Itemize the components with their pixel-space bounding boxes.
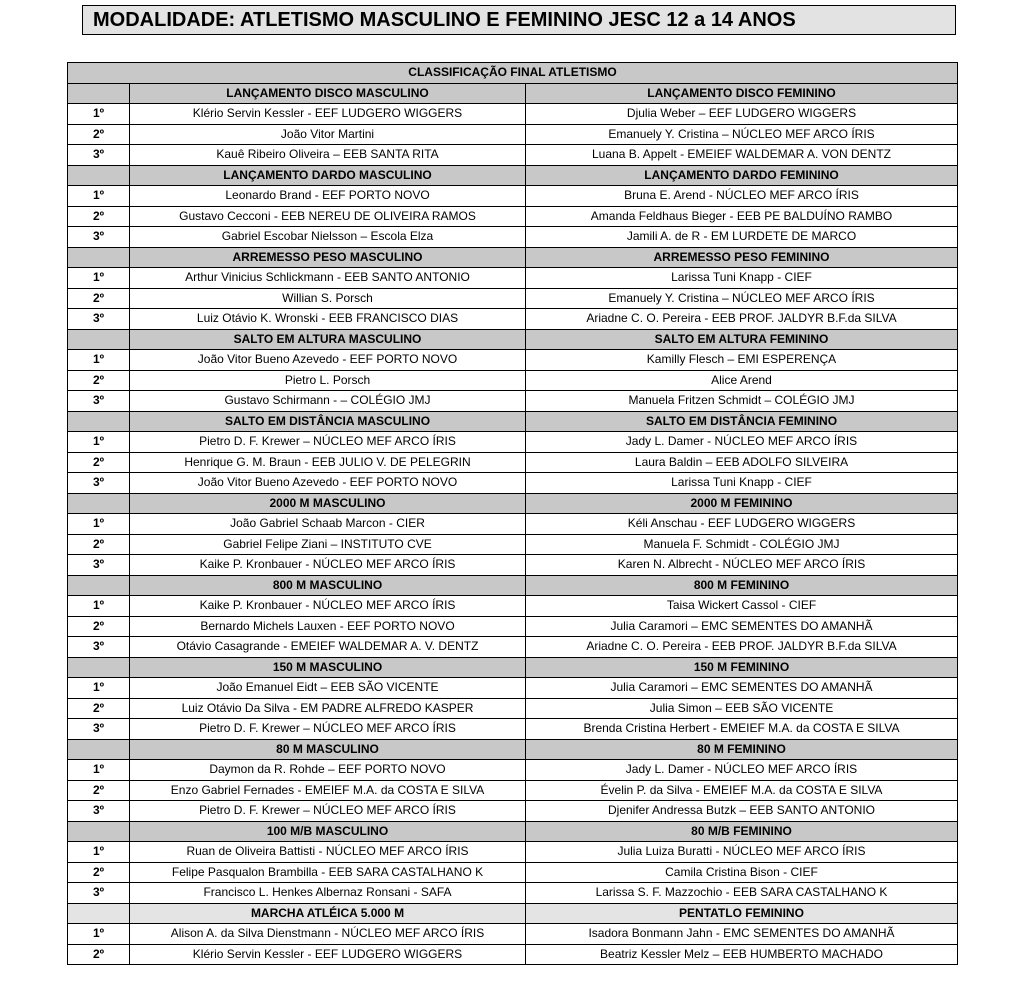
female-athlete-cell: Larissa Tuni Knapp - CIEF <box>526 268 958 289</box>
male-event-title: 150 M MASCULINO <box>130 657 526 678</box>
table-row <box>68 780 958 801</box>
female-event-title: 80 M FEMININO <box>526 739 958 760</box>
male-event-title: 80 M MASCULINO <box>130 739 526 760</box>
female-athlete-cell: Évelin P. da Silva - EMEIEF M.A. da COSTA E SILVA <box>526 780 958 801</box>
table-header-row <box>68 63 958 84</box>
event-header-row <box>68 329 958 350</box>
male-athlete-cell: Gustavo Cecconi - EEB NEREU DE OLIVEIRA RAMOS <box>130 206 526 227</box>
table-row <box>68 452 958 473</box>
placement-cell: 1º <box>68 842 130 863</box>
female-event-title: SALTO EM ALTURA FEMININO <box>526 329 958 350</box>
placement-cell: 1º <box>68 350 130 371</box>
event-header-row <box>68 493 958 514</box>
event-place-blank <box>68 657 130 678</box>
male-athlete-cell: João Vitor Bueno Azevedo - EEF PORTO NOVO <box>130 473 526 494</box>
male-athlete-cell: Willian S. Porsch <box>130 288 526 309</box>
placement-cell: 1º <box>68 432 130 453</box>
table-row <box>68 473 958 494</box>
placement-cell: 2º <box>68 616 130 637</box>
placement-cell: 3º <box>68 309 130 330</box>
placement-cell: 2º <box>68 452 130 473</box>
event-place-blank <box>68 411 130 432</box>
event-place-blank <box>68 165 130 186</box>
event-place-blank <box>68 247 130 268</box>
male-athlete-cell: Klério Servin Kessler - EEF LUDGERO WIGGERS <box>130 104 526 125</box>
male-athlete-cell: Kaike P. Kronbauer - NÚCLEO MEF ARCO ÍRIS <box>130 555 526 576</box>
placement-cell: 3º <box>68 555 130 576</box>
female-athlete-cell: Amanda Feldhaus Bieger - EEB PE BALDUÍNO RAMBO <box>526 206 958 227</box>
male-athlete-cell: Enzo Gabriel Fernades - EMEIEF M.A. da COSTA E SILVA <box>130 780 526 801</box>
female-athlete-cell: Djulia Weber – EEF LUDGERO WIGGERS <box>526 104 958 125</box>
placement-cell: 2º <box>68 698 130 719</box>
male-athlete-cell: Gustavo Schirmann - – COLÉGIO JMJ <box>130 391 526 412</box>
placement-cell: 3º <box>68 145 130 166</box>
female-athlete-cell: Laura Baldin – EEB ADOLFO SILVEIRA <box>526 452 958 473</box>
placement-cell: 2º <box>68 944 130 965</box>
male-athlete-cell: Alison A. da Silva Dienstmann - NÚCLEO MEF ARCO ÍRIS <box>130 924 526 945</box>
table-row <box>68 104 958 125</box>
table-row <box>68 924 958 945</box>
table-row <box>68 698 958 719</box>
female-athlete-cell: Alice Arend <box>526 370 958 391</box>
female-athlete-cell: Emanuely Y. Cristina – NÚCLEO MEF ARCO ÍRIS <box>526 124 958 145</box>
table-row <box>68 862 958 883</box>
male-athlete-cell: Francisco L. Henkes Albernaz Ronsani - SAFA <box>130 883 526 904</box>
event-place-blank <box>68 83 130 104</box>
event-place-blank <box>68 739 130 760</box>
event-header-row <box>68 739 958 760</box>
event-header-row <box>68 821 958 842</box>
female-athlete-cell: Manuela F. Schmidt - COLÉGIO JMJ <box>526 534 958 555</box>
female-athlete-cell: Djenifer Andressa Butzk – EEB SANTO ANTONIO <box>526 801 958 822</box>
table-row <box>68 514 958 535</box>
female-event-title: ARREMESSO PESO FEMININO <box>526 247 958 268</box>
male-athlete-cell: Gabriel Escobar Nielsson – Escola Elza <box>130 227 526 248</box>
results-table <box>67 62 958 965</box>
event-header-row <box>68 83 958 104</box>
placement-cell: 1º <box>68 268 130 289</box>
male-athlete-cell: Luiz Otávio K. Wronski - EEB FRANCISCO DIAS <box>130 309 526 330</box>
male-event-title: LANÇAMENTO DARDO MASCULINO <box>130 165 526 186</box>
table-row <box>68 186 958 207</box>
female-athlete-cell: Camila Cristina Bison - CIEF <box>526 862 958 883</box>
placement-cell: 1º <box>68 760 130 781</box>
placement-cell: 1º <box>68 186 130 207</box>
table-row <box>68 288 958 309</box>
female-athlete-cell: Beatriz Kessler Melz – EEB HUMBERTO MACHADO <box>526 944 958 965</box>
table-row <box>68 145 958 166</box>
table-row <box>68 206 958 227</box>
placement-cell: 3º <box>68 473 130 494</box>
placement-cell: 3º <box>68 801 130 822</box>
female-event-title: LANÇAMENTO DISCO FEMININO <box>526 83 958 104</box>
female-athlete-cell: Julia Caramori – EMC SEMENTES DO AMANHÃ <box>526 616 958 637</box>
table-row <box>68 309 958 330</box>
table-row <box>68 534 958 555</box>
female-athlete-cell: Ariadne C. O. Pereira - EEB PROF. JALDYR B.F.da SILVA <box>526 637 958 658</box>
table-row <box>68 350 958 371</box>
table-row <box>68 678 958 699</box>
male-athlete-cell: Luiz Otávio Da Silva - EM PADRE ALFREDO KASPER <box>130 698 526 719</box>
male-event-title: 2000 M MASCULINO <box>130 493 526 514</box>
female-athlete-cell: Larissa S. F. Mazzochio - EEB SARA CASTALHANO K <box>526 883 958 904</box>
female-athlete-cell: Isadora Bonmann Jahn - EMC SEMENTES DO AMANHÃ <box>526 924 958 945</box>
placement-cell: 1º <box>68 514 130 535</box>
table-row <box>68 596 958 617</box>
placement-cell: 2º <box>68 780 130 801</box>
male-athlete-cell: Gabriel Felipe Ziani – INSTITUTO CVE <box>130 534 526 555</box>
male-athlete-cell: Felipe Pasqualon Brambilla - EEB SARA CASTALHANO K <box>130 862 526 883</box>
event-header-row <box>68 657 958 678</box>
event-place-blank <box>68 329 130 350</box>
female-athlete-cell: Manuela Fritzen Schmidt – COLÉGIO JMJ <box>526 391 958 412</box>
male-athlete-cell: Leonardo Brand - EEF PORTO NOVO <box>130 186 526 207</box>
placement-cell: 3º <box>68 227 130 248</box>
female-athlete-cell: Jady L. Damer - NÚCLEO MEF ARCO ÍRIS <box>526 760 958 781</box>
male-athlete-cell: Henrique G. M. Braun - EEB JULIO V. DE PELEGRIN <box>130 452 526 473</box>
female-athlete-cell: Brenda Cristina Herbert - EMEIEF M.A. da COSTA E SILVA <box>526 719 958 740</box>
document-title: MODALIDADE: ATLETISMO MASCULINO E FEMININO JESC 12 a 14 ANOS <box>82 5 956 35</box>
placement-cell: 3º <box>68 637 130 658</box>
male-athlete-cell: Arthur Vinicius Schlickmann - EEB SANTO ANTONIO <box>130 268 526 289</box>
event-place-blank <box>68 903 130 924</box>
male-event-title: SALTO EM DISTÂNCIA MASCULINO <box>130 411 526 432</box>
female-athlete-cell: Karen N. Albrecht - NÚCLEO MEF ARCO ÍRIS <box>526 555 958 576</box>
event-place-blank <box>68 821 130 842</box>
male-athlete-cell: Ruan de Oliveira Battisti - NÚCLEO MEF ARCO ÍRIS <box>130 842 526 863</box>
table-row <box>68 760 958 781</box>
male-event-title: SALTO EM ALTURA MASCULINO <box>130 329 526 350</box>
placement-cell: 3º <box>68 883 130 904</box>
male-athlete-cell: Pietro D. F. Krewer – NÚCLEO MEF ARCO ÍRIS <box>130 719 526 740</box>
male-athlete-cell: Otávio Casagrande - EMEIEF WALDEMAR A. V. DENTZ <box>130 637 526 658</box>
male-athlete-cell: João Vitor Bueno Azevedo - EEF PORTO NOVO <box>130 350 526 371</box>
male-event-title: ARREMESSO PESO MASCULINO <box>130 247 526 268</box>
placement-cell: 3º <box>68 391 130 412</box>
table-row <box>68 944 958 965</box>
female-athlete-cell: Taisa Wickert Cassol - CIEF <box>526 596 958 617</box>
male-athlete-cell: Daymon da R. Rohde – EEF PORTO NOVO <box>130 760 526 781</box>
table-row <box>68 124 958 145</box>
event-header-row <box>68 411 958 432</box>
table-row <box>68 227 958 248</box>
placement-cell: 1º <box>68 596 130 617</box>
female-athlete-cell: Jady L. Damer - NÚCLEO MEF ARCO ÍRIS <box>526 432 958 453</box>
male-event-title: 800 M MASCULINO <box>130 575 526 596</box>
placement-cell: 2º <box>68 862 130 883</box>
female-athlete-cell: Bruna E. Arend - NÚCLEO MEF ARCO ÍRIS <box>526 186 958 207</box>
female-athlete-cell: Julia Luiza Buratti - NÚCLEO MEF ARCO ÍRIS <box>526 842 958 863</box>
table-row <box>68 842 958 863</box>
event-header-row <box>68 575 958 596</box>
female-athlete-cell: Larissa Tuni Knapp - CIEF <box>526 473 958 494</box>
table-row <box>68 883 958 904</box>
placement-cell: 2º <box>68 124 130 145</box>
male-athlete-cell: Bernardo Michels Lauxen - EEF PORTO NOVO <box>130 616 526 637</box>
female-event-title: 80 M/B FEMININO <box>526 821 958 842</box>
female-event-title: 150 M FEMININO <box>526 657 958 678</box>
placement-cell: 2º <box>68 534 130 555</box>
placement-cell: 1º <box>68 104 130 125</box>
placement-cell: 2º <box>68 288 130 309</box>
female-event-title: 2000 M FEMININO <box>526 493 958 514</box>
male-athlete-cell: Kauê Ribeiro Oliveira – EEB SANTA RITA <box>130 145 526 166</box>
female-event-title: SALTO EM DISTÂNCIA FEMININO <box>526 411 958 432</box>
table-row <box>68 637 958 658</box>
male-event-title: 100 M/B MASCULINO <box>130 821 526 842</box>
placement-cell: 1º <box>68 924 130 945</box>
placement-cell: 3º <box>68 719 130 740</box>
table-header: CLASSIFICAÇÃO FINAL ATLETISMO <box>68 63 958 84</box>
table-row <box>68 370 958 391</box>
female-athlete-cell: Jamili A. de R - EM LURDETE DE MARCO <box>526 227 958 248</box>
table-row <box>68 616 958 637</box>
female-athlete-cell: Kamilly Flesch – EMI ESPERENÇA <box>526 350 958 371</box>
female-event-title: LANÇAMENTO DARDO FEMININO <box>526 165 958 186</box>
table-row <box>68 555 958 576</box>
placement-cell: 2º <box>68 206 130 227</box>
male-event-title: LANÇAMENTO DISCO MASCULINO <box>130 83 526 104</box>
table-row <box>68 391 958 412</box>
female-athlete-cell: Julia Simon – EEB SÃO VICENTE <box>526 698 958 719</box>
male-event-title: MARCHA ATLÉICA 5.000 M <box>130 903 526 924</box>
male-athlete-cell: João Vitor Martini <box>130 124 526 145</box>
male-athlete-cell: Pietro L. Porsch <box>130 370 526 391</box>
table-row <box>68 801 958 822</box>
male-athlete-cell: Kaike P. Kronbauer - NÚCLEO MEF ARCO ÍRIS <box>130 596 526 617</box>
female-event-title: PENTATLO FEMININO <box>526 903 958 924</box>
female-athlete-cell: Kéli Anschau - EEF LUDGERO WIGGERS <box>526 514 958 535</box>
female-athlete-cell: Ariadne C. O. Pereira - EEB PROF. JALDYR B.F.da SILVA <box>526 309 958 330</box>
placement-cell: 2º <box>68 370 130 391</box>
male-athlete-cell: Pietro D. F. Krewer – NÚCLEO MEF ARCO ÍRIS <box>130 801 526 822</box>
male-athlete-cell: João Emanuel Eidt – EEB SÃO VICENTE <box>130 678 526 699</box>
table-row <box>68 268 958 289</box>
event-place-blank <box>68 493 130 514</box>
male-athlete-cell: João Gabriel Schaab Marcon - CIER <box>130 514 526 535</box>
event-header-row <box>68 247 958 268</box>
female-athlete-cell: Julia Caramori – EMC SEMENTES DO AMANHÃ <box>526 678 958 699</box>
event-header-row <box>68 903 958 924</box>
female-athlete-cell: Luana B. Appelt - EMEIEF WALDEMAR A. VON DENTZ <box>526 145 958 166</box>
female-event-title: 800 M FEMININO <box>526 575 958 596</box>
placement-cell: 1º <box>68 678 130 699</box>
table-row <box>68 432 958 453</box>
event-header-row <box>68 165 958 186</box>
male-athlete-cell: Pietro D. F. Krewer – NÚCLEO MEF ARCO ÍRIS <box>130 432 526 453</box>
event-place-blank <box>68 575 130 596</box>
table-row <box>68 719 958 740</box>
male-athlete-cell: Klério Servin Kessler - EEF LUDGERO WIGGERS <box>130 944 526 965</box>
female-athlete-cell: Emanuely Y. Cristina – NÚCLEO MEF ARCO ÍRIS <box>526 288 958 309</box>
